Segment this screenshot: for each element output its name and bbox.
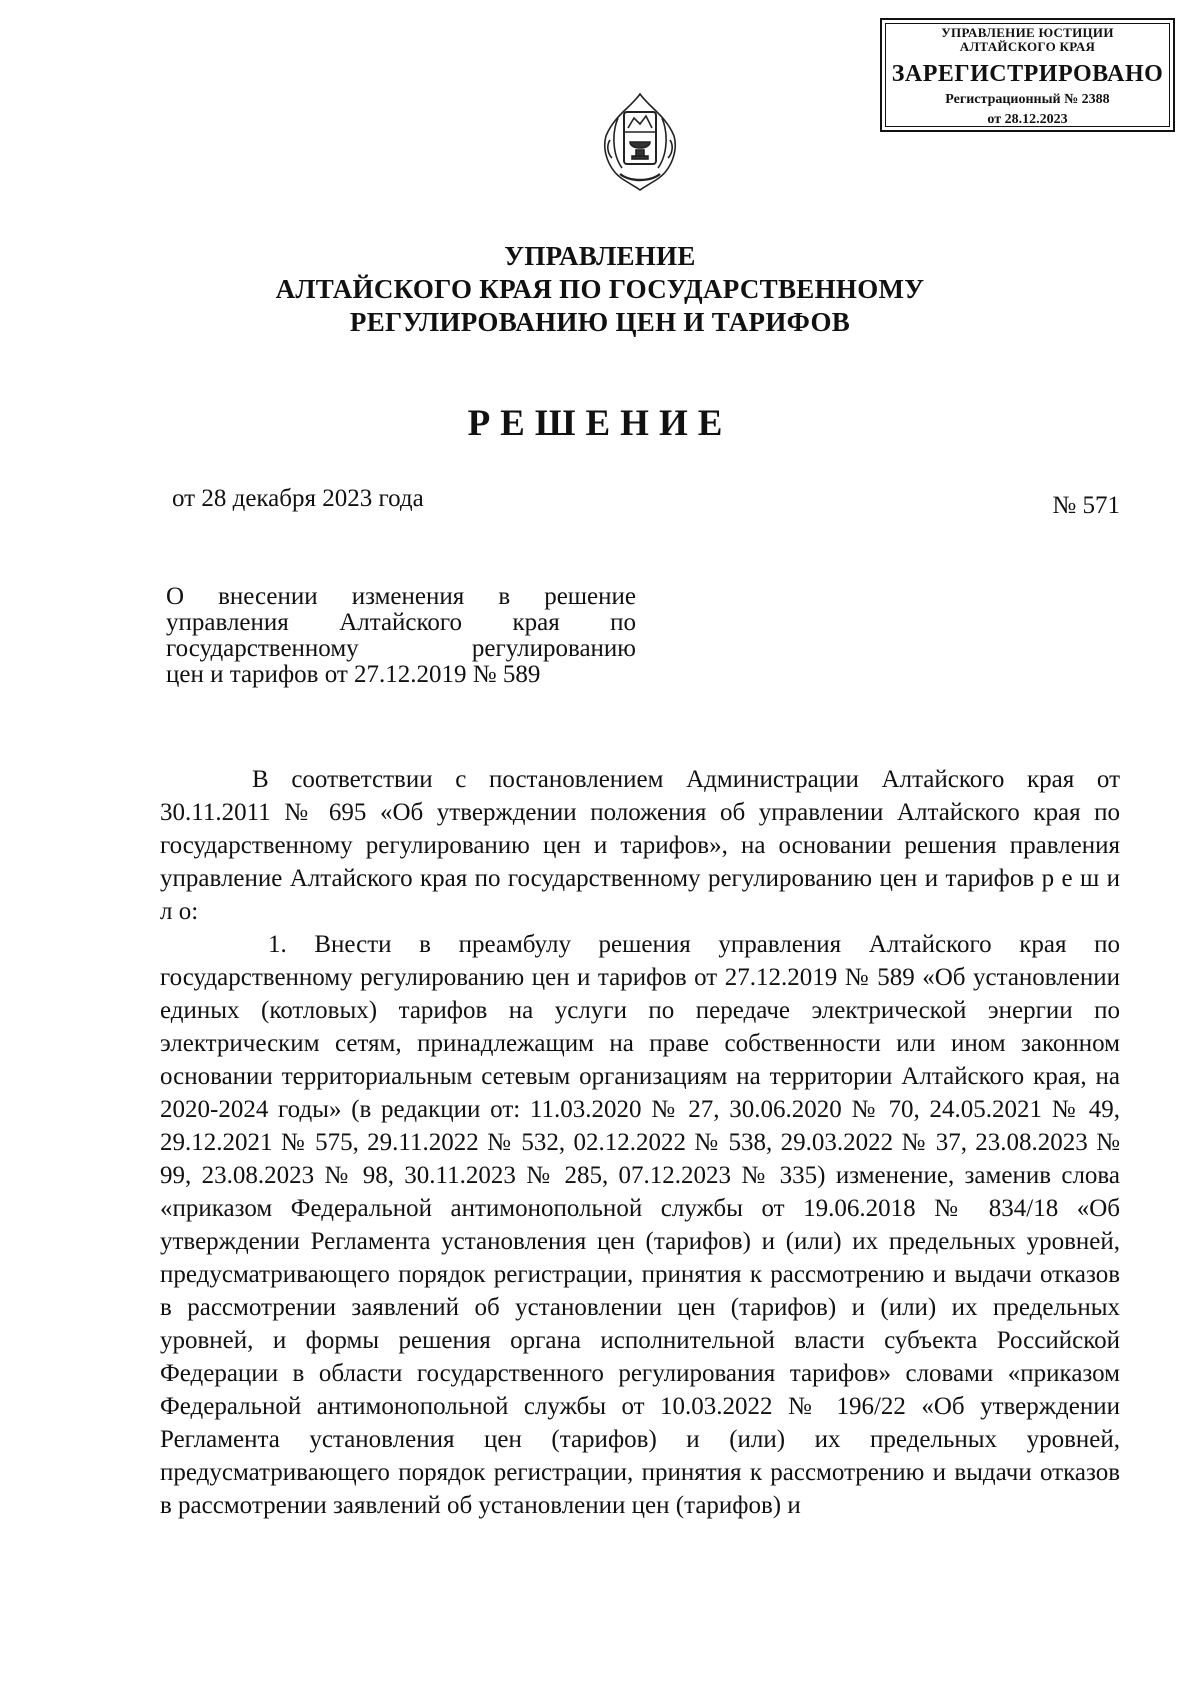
stamp-status: ЗАРЕГИСТРИРОВАНО (891, 61, 1164, 87)
stamp-reg-date: от 28.12.2023 (987, 112, 1068, 127)
stamp-reg-number: Регистрационный № 2388 (945, 92, 1110, 107)
subject-line: О внесении изменения в решение (166, 583, 636, 610)
organization-line-2: АЛТАЙСКОГО КРАЯ ПО ГОСУДАРСТВЕННОМУ (275, 274, 925, 304)
stamp-line-1: УПРАВЛЕНИЕ ЮСТИЦИИ (941, 25, 1114, 40)
preamble-paragraph: В соответствии с постановлением Администрации Алтайского края от 30.11.2011 № 695 «Об утверждении положения об управлении Алтайского края по государственному регулированию цен и тарифов», на основании решения правления управление Алтайского края по государственному регулированию цен и тарифов р е ш и л о: (160, 766, 1120, 925)
stamp-line-2: АЛТАЙСКОГО КРАЯ (959, 39, 1096, 54)
document-date: от 28 декабря 2023 года (172, 485, 424, 512)
document-subject (166, 584, 636, 688)
item-1-paragraph: 1. Внести в преамбулу решения управления Алтайского края по государственному регулированию цен и тарифов от 27.12.2019 № 589 «Об установлении единых (котловых) тарифов на услуги по передаче электрической энергии по электрическим сетям, принадлежащим на праве собственности или ином законном основании территориальным сетевым организациям на территории Алтайского края, на 2020-2024 годы» (в редакции от: 11.03.2020 № 27, 30.06.2020 № 70, 24.05.2021 № 49, 29.12.2021 № 575, 29.11.2022 № 532, 02.12.2022 № 538, 29.03.2022 № 37, 23.08.2023 № 99, 23.08.2023 № 98, 30.11.2023 № 285, 07.12.2023 № 335) изменение, заменив слова «приказом Федеральной антимонопольной службы от 19.06.2018 № 834/18 «Об утверждении Регламента установления цен (тарифов) и (или) их предельных уровней, предусматривающего порядок регистрации, принятия к рассмотрению и выдачи отказов в рассмотрении заявлений об установлении цен (тарифов) и (или) их предельных уровней, и формы решения органа исполнительной власти субъекта Российской Федерации в области государственного регулирования тарифов» словами «приказом Федеральной антимонопольной службы от 10.03.2022 № 196/22 «Об утверждении Регламента установления цен (тарифов) и (или) их предельных уровней, предусматривающего порядок регистрации, принятия к рассмотрению и выдачи отказов в рассмотрении заявлений об установлении цен (тарифов) и (160, 931, 1120, 1519)
document-number: № 571 (1052, 492, 1120, 519)
organization-name (0, 240, 1200, 339)
document-body (160, 763, 1120, 1522)
altai-krai-coat-of-arms-icon (596, 88, 684, 192)
registration-stamp (880, 18, 1175, 132)
organization-line-3: РЕГУЛИРОВАНИЮ ЦЕН И ТАРИФОВ (349, 307, 851, 337)
subject-line: управления Алтайского края по (166, 609, 636, 636)
subject-line: цен и тарифов от 27.12.2019 № 589 (166, 661, 541, 688)
document-type: РЕШЕНИЕ (467, 403, 733, 444)
organization-line-1: УПРАВЛЕНИЕ (504, 241, 696, 271)
subject-line: государственному регулированию (166, 635, 636, 662)
